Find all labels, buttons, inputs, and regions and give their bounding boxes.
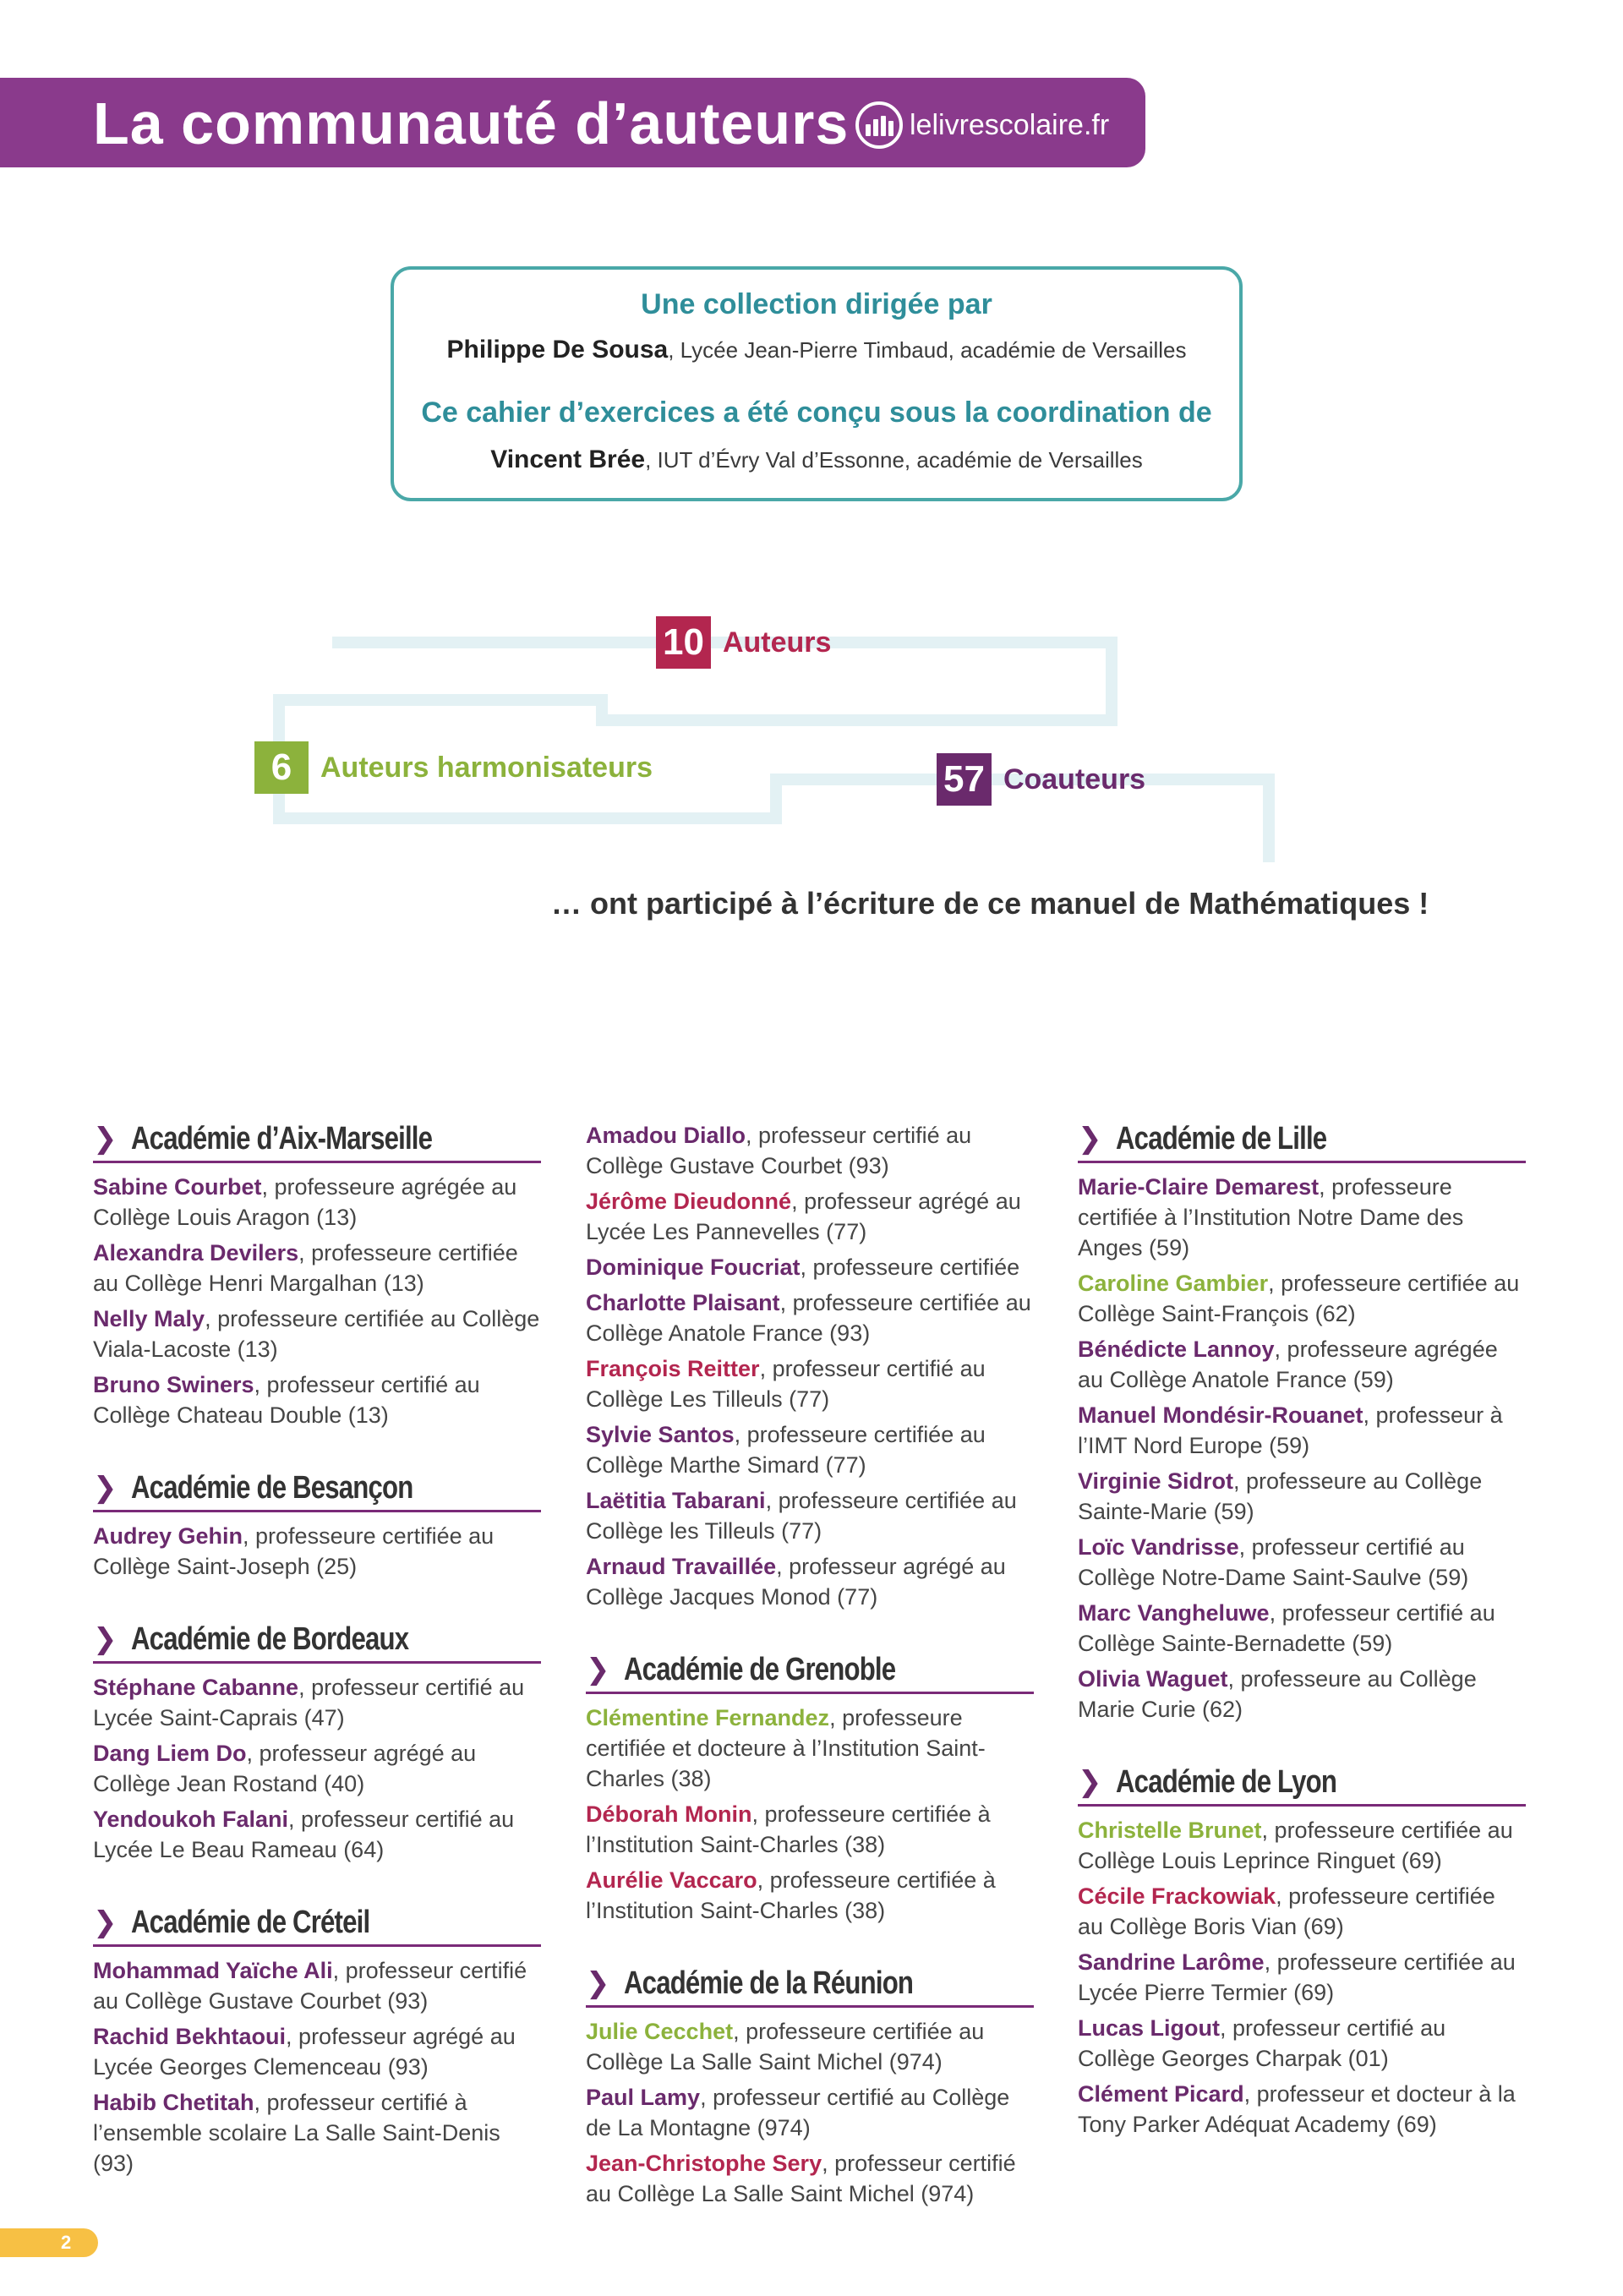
author-entry bbox=[1078, 1466, 1526, 1527]
author-entry bbox=[1078, 1664, 1526, 1725]
section-title: Académie de la Réunion bbox=[623, 1965, 913, 2001]
author-role: , professeure au Collège Sainte-Marie (59) bbox=[1078, 1468, 1483, 1524]
author-role: , professeur certifié au Collège Sainte-Bernadette (59) bbox=[1078, 1600, 1495, 1656]
author-name: Bruno Swiners bbox=[93, 1372, 254, 1397]
author-entry bbox=[93, 1804, 541, 1865]
authors-number: 10 bbox=[656, 616, 711, 669]
author-entry bbox=[586, 2148, 1034, 2209]
author-role: , professeur et docteur à la Tony Parker Adéquat Academy (69) bbox=[1078, 2081, 1516, 2137]
author-name: Jérôme Dieudonné bbox=[586, 1189, 792, 1214]
author-entry bbox=[586, 1120, 1034, 1181]
author-entry bbox=[586, 1353, 1034, 1414]
author-role: , professeure certifiée au Collège Saint-François (62) bbox=[1078, 1271, 1520, 1326]
academy-section bbox=[93, 1621, 541, 1865]
chevron-right-icon: ❯ bbox=[93, 1123, 117, 1155]
author-name: François Reitter bbox=[586, 1356, 760, 1381]
author-name: Mohammad Yaïche Ali bbox=[93, 1958, 333, 1983]
author-name: Jean-Christophe Sery bbox=[586, 2151, 822, 2176]
page-number-tab bbox=[0, 2228, 98, 2257]
author-name: Yendoukoh Falani bbox=[93, 1807, 289, 1832]
author-role: , professeur certifié au Collège de La Montagne (974) bbox=[586, 2085, 1010, 2140]
harmonizers-count bbox=[254, 741, 653, 794]
author-entry bbox=[586, 1186, 1034, 1247]
author-entry bbox=[586, 1865, 1034, 1926]
chevron-right-icon: ❯ bbox=[586, 1654, 610, 1686]
author-role: , professeure certifiée au Collège Viala-Lacoste (13) bbox=[93, 1306, 540, 1362]
section-title: Académie de Grenoble bbox=[623, 1652, 895, 1687]
author-role: , professeur certifié au Collège Georges Charpak (01) bbox=[1078, 2015, 1446, 2071]
section-title: Académie de Lille bbox=[1115, 1121, 1326, 1156]
section-header bbox=[93, 1469, 541, 1512]
author-name: Marie-Claire Demarest bbox=[1078, 1174, 1320, 1200]
page-title: La communauté d’auteurs bbox=[93, 90, 850, 156]
author-entry bbox=[1078, 1400, 1526, 1461]
brand-name: lelivrescolaire.fr bbox=[910, 108, 1110, 141]
chevron-right-icon: ❯ bbox=[93, 1906, 117, 1938]
author-role: , professeure agrégée au Collège Louis Aragon (13) bbox=[93, 1174, 517, 1230]
academy-section bbox=[93, 1120, 541, 1430]
author-role: , professeure certifiée au Collège Saint-Joseph (25) bbox=[93, 1523, 495, 1579]
chevron-right-icon: ❯ bbox=[93, 1472, 117, 1504]
section-header bbox=[93, 1621, 541, 1664]
author-name: Amadou Diallo bbox=[586, 1123, 746, 1148]
author-name: Stéphane Cabanne bbox=[93, 1675, 299, 1700]
author-name: Dominique Foucriat bbox=[586, 1255, 801, 1280]
author-role: , professeure certifiée au Collège Boris Vian (69) bbox=[1078, 1883, 1495, 1939]
author-role: , professeure certifiée au Lycée Pierre Termier (69) bbox=[1078, 1949, 1516, 2005]
author-role: , professeure certifiée bbox=[800, 1255, 1020, 1280]
coordinator-detail: , IUT d’Évry Val d’Essonne, académie de Versailles bbox=[645, 447, 1143, 473]
chevron-right-icon: ❯ bbox=[586, 1967, 610, 1999]
author-name: Habib Chetitah bbox=[93, 2090, 254, 2115]
author-entry bbox=[93, 2087, 541, 2178]
author-role: , professeur certifié au Collège Chateau Double (13) bbox=[93, 1372, 480, 1428]
author-entry bbox=[1078, 1532, 1526, 1593]
author-name: Lucas Ligout bbox=[1078, 2015, 1220, 2041]
author-role: , professeur certifié au Collège Gustave Courbet (93) bbox=[586, 1123, 972, 1178]
academy-section bbox=[1078, 1120, 1526, 1725]
chevron-right-icon: ❯ bbox=[1078, 1123, 1102, 1155]
author-role: , professeur agrégé au Collège Jacques Monod (77) bbox=[586, 1554, 1006, 1610]
author-name: Déborah Monin bbox=[586, 1801, 752, 1827]
author-name: Dang Liem Do bbox=[93, 1741, 247, 1766]
author-name: Laëtitia Tabarani bbox=[586, 1488, 766, 1513]
director-detail: , Lycée Jean-Pierre Timbaud, académie de Versailles bbox=[668, 337, 1187, 363]
author-entry bbox=[93, 1521, 541, 1582]
author-name: Alexandra Devilers bbox=[93, 1240, 299, 1266]
author-role: , professeure certifiée au Collège Louis Leprince Ringuet (69) bbox=[1078, 1818, 1513, 1873]
coauthors-count bbox=[937, 753, 1145, 806]
author-role: , professeure certifiée au Collège Henri Margalhan (13) bbox=[93, 1240, 518, 1296]
academy-section bbox=[93, 1904, 541, 2178]
page-number: 2 bbox=[61, 2232, 72, 2253]
author-entry bbox=[1078, 1268, 1526, 1329]
author-entry bbox=[586, 1252, 1034, 1282]
author-role: , professeur certifié au Lycée Saint-Caprais (47) bbox=[93, 1675, 525, 1730]
harmonizers-number: 6 bbox=[254, 741, 309, 794]
chevron-right-icon: ❯ bbox=[93, 1623, 117, 1655]
coauthors-number: 57 bbox=[937, 753, 992, 806]
authors-label: Auteurs bbox=[722, 626, 832, 659]
author-entry bbox=[1078, 2013, 1526, 2074]
author-entry bbox=[93, 1304, 541, 1364]
author-role: , professeur agrégé au Lycée Les Pannevelles (77) bbox=[586, 1189, 1021, 1244]
author-name: Sabine Courbet bbox=[93, 1174, 262, 1200]
author-name: Manuel Mondésir-Rouanet bbox=[1078, 1402, 1363, 1428]
column-3 bbox=[1078, 1120, 1526, 2178]
author-name: Sylvie Santos bbox=[586, 1422, 735, 1447]
decorative-lines bbox=[0, 0, 1623, 930]
author-entry bbox=[93, 1369, 541, 1430]
author-name: Marc Vangheluwe bbox=[1078, 1600, 1270, 1626]
section-header bbox=[586, 1965, 1034, 2008]
section-header bbox=[1078, 1120, 1526, 1163]
author-entry bbox=[93, 2021, 541, 2082]
academy-section bbox=[1078, 1763, 1526, 2140]
author-entry bbox=[1078, 1334, 1526, 1395]
section-header bbox=[1078, 1763, 1526, 1807]
author-role: , professeure agrégée au Collège Anatole France (59) bbox=[1078, 1337, 1498, 1392]
section-title: Académie de Besançon bbox=[130, 1470, 413, 1506]
academy-section bbox=[586, 1651, 1034, 1926]
author-role: , professeur agrégé au Lycée Georges Clemenceau (93) bbox=[93, 2024, 516, 2080]
author-name: Nelly Maly bbox=[93, 1306, 205, 1331]
author-role: , professeur certifié au Collège Notre-Dame Saint-Saulve (59) bbox=[1078, 1534, 1469, 1590]
academy-section bbox=[93, 1469, 541, 1582]
author-entry bbox=[1078, 2079, 1526, 2140]
author-role: , professeure certifiée à l’Institution Saint-Charles (38) bbox=[586, 1801, 991, 1857]
author-name: Rachid Bekhtaoui bbox=[93, 2024, 287, 2049]
author-entry bbox=[1078, 1947, 1526, 2008]
author-role: , professeure certifiée à l’Institution Notre Dame des Anges (59) bbox=[1078, 1174, 1464, 1260]
author-name: Virginie Sidrot bbox=[1078, 1468, 1234, 1494]
author-entry bbox=[1078, 1172, 1526, 1263]
author-role: , professeur certifié au Collège La Salle Saint Michel (974) bbox=[586, 2151, 1016, 2206]
section-title: Académie de Bordeaux bbox=[130, 1621, 408, 1657]
participation-text: … ont participé à l’écriture de ce manuel de Mathématiques ! bbox=[551, 886, 1429, 921]
section-title: Académie de Lyon bbox=[1115, 1764, 1336, 1800]
author-entry bbox=[586, 1419, 1034, 1480]
authors-count bbox=[656, 616, 831, 669]
author-role: , professeure certifiée et docteure à l’Institution Saint-Charles (38) bbox=[586, 1705, 986, 1791]
author-role: , professeure certifiée au Collège les Tilleuls (77) bbox=[586, 1488, 1017, 1544]
director-name: Philippe De Sousa bbox=[446, 336, 669, 364]
author-role: , professeure certifiée au Collège Anatole France (93) bbox=[586, 1290, 1031, 1346]
author-role: , professeur certifié à l’ensemble scolaire La Salle Saint-Denis (93) bbox=[93, 2090, 500, 2176]
chevron-right-icon: ❯ bbox=[1078, 1766, 1102, 1798]
section-title: Académie de Créteil bbox=[130, 1905, 369, 1940]
author-entry bbox=[93, 1738, 541, 1799]
author-name: Clémentine Fernandez bbox=[586, 1705, 830, 1730]
author-entry bbox=[586, 1485, 1034, 1546]
coordination-heading: Ce cahier d’exercices a été conçu sous la coordination de bbox=[421, 396, 1212, 429]
author-name: Olivia Waguet bbox=[1078, 1666, 1228, 1692]
academy-section bbox=[586, 1120, 1034, 1612]
academy-section bbox=[586, 1965, 1034, 2209]
author-entry bbox=[586, 1799, 1034, 1860]
author-role: , professeure certifiée au Collège Marthe Simard (77) bbox=[586, 1422, 986, 1478]
author-name: Loïc Vandrisse bbox=[1078, 1534, 1239, 1560]
author-name: Arnaud Travaillée bbox=[586, 1554, 777, 1579]
author-name: Audrey Gehin bbox=[93, 1523, 243, 1549]
author-role: , professeur certifié au Collège Les Tilleuls (77) bbox=[586, 1356, 986, 1412]
section-header bbox=[93, 1904, 541, 1947]
author-name: Caroline Gambier bbox=[1078, 1271, 1269, 1296]
collection-heading: Une collection dirigée par bbox=[641, 288, 992, 320]
column-1 bbox=[93, 1120, 541, 2217]
author-entry bbox=[586, 1703, 1034, 1794]
author-entry bbox=[93, 1672, 541, 1733]
section-header bbox=[586, 1651, 1034, 1694]
author-name: Paul Lamy bbox=[586, 2085, 701, 2110]
harmonizers-label: Auteurs harmonisateurs bbox=[320, 751, 653, 784]
section-title: Académie d’Aix-Marseille bbox=[130, 1121, 432, 1156]
author-name: Sandrine Larôme bbox=[1078, 1949, 1265, 1975]
author-name: Bénédicte Lannoy bbox=[1078, 1337, 1275, 1362]
column-2 bbox=[586, 1120, 1034, 2248]
author-role: , professeur à l’IMT Nord Europe (59) bbox=[1078, 1402, 1503, 1458]
author-entry bbox=[586, 2016, 1034, 2077]
author-name: Aurélie Vaccaro bbox=[586, 1867, 757, 1893]
author-entry bbox=[586, 1287, 1034, 1348]
author-entry bbox=[93, 1172, 541, 1233]
coauthors-label: Coauteurs bbox=[1003, 763, 1146, 795]
author-role: , professeur certifié au Lycée Le Beau Rameau (64) bbox=[93, 1807, 515, 1862]
author-entry bbox=[1078, 1881, 1526, 1942]
author-role: , professeure certifiée à l’Institution Saint-Charles (38) bbox=[586, 1867, 996, 1923]
author-role: , professeure certifiée au Collège La Salle Saint Michel (974) bbox=[586, 2019, 985, 2075]
section-header bbox=[93, 1120, 541, 1163]
author-name: Cécile Frackowiak bbox=[1078, 1883, 1276, 1909]
author-entry bbox=[1078, 1815, 1526, 1876]
author-entry bbox=[586, 1551, 1034, 1612]
author-role: , professeur agrégé au Collège Jean Rostand (40) bbox=[93, 1741, 477, 1796]
author-role: , professeure au Collège Marie Curie (62) bbox=[1078, 1666, 1477, 1722]
author-name: Julie Cecchet bbox=[586, 2019, 734, 2044]
author-name: Charlotte Plaisant bbox=[586, 1290, 780, 1315]
author-name: Christelle Brunet bbox=[1078, 1818, 1262, 1843]
author-entry bbox=[1078, 1598, 1526, 1659]
author-entry bbox=[93, 1955, 541, 2016]
author-entry bbox=[93, 1238, 541, 1298]
coordinator-name: Vincent Brée bbox=[490, 446, 646, 473]
author-name: Clément Picard bbox=[1078, 2081, 1244, 2107]
author-role: , professeur certifié au Collège Gustave Courbet (93) bbox=[93, 1958, 527, 2014]
author-entry bbox=[586, 2082, 1034, 2143]
